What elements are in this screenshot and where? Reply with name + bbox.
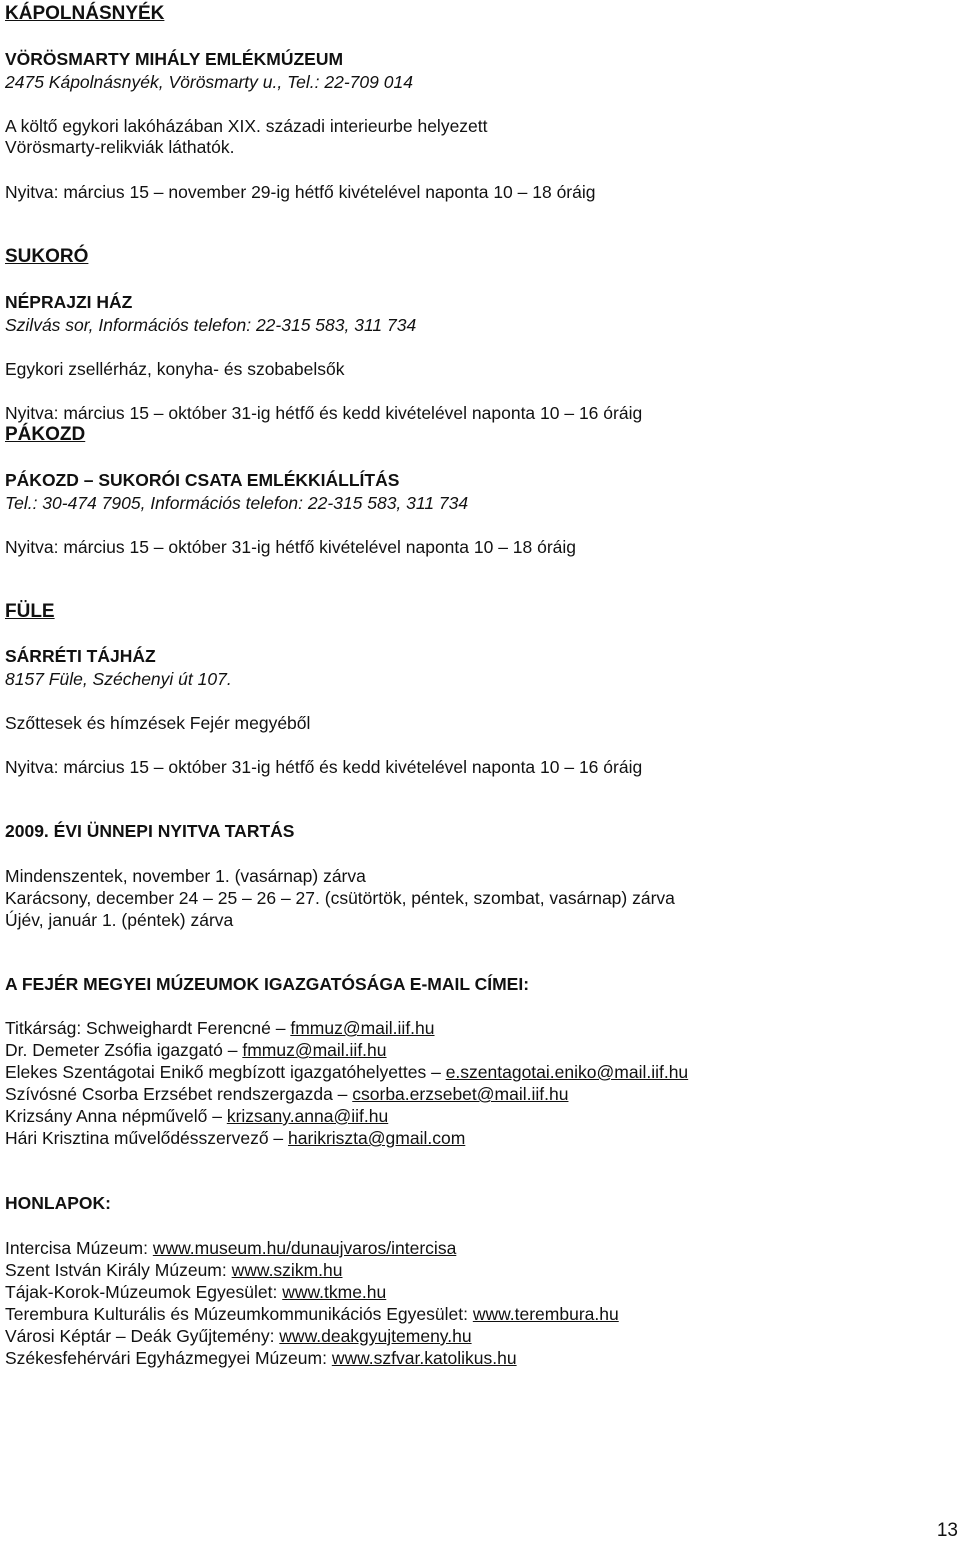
- opening-hours-kapolnasnyek: Nyitva: március 15 – november 29-ig hétfő kivételével naponta 10 – 18 óráig: [5, 182, 596, 202]
- website-row: [5, 1303, 619, 1325]
- email-link[interactable]: e.szentagotai.eniko@mail.iif.hu: [445, 1062, 689, 1082]
- town-heading-sukoro: SUKORÓ: [5, 246, 89, 267]
- museum-description-line1: A költő egykori lakóházában XIX. századi interieurbe helyezett: [5, 116, 488, 136]
- website-row: [5, 1259, 342, 1281]
- website-label: Tájak-Korok-Múzeumok Egyesület:: [5, 1282, 283, 1302]
- website-link[interactable]: www.deakgyujtemeny.hu: [279, 1326, 472, 1346]
- website-label: Intercisa Múzeum:: [5, 1238, 153, 1258]
- website-link[interactable]: www.tkme.hu: [282, 1282, 387, 1302]
- museum-description-line2: Vörösmarty-relikviák láthatók.: [5, 137, 235, 157]
- museum-address-sarreti: 8157 Füle, Széchenyi út 107.: [5, 669, 232, 689]
- email-row: [5, 1061, 688, 1083]
- museum-address-pakozd: Tel.: 30-474 7905, Információs telefon: 22-315 583, 311 734: [5, 493, 469, 513]
- website-link[interactable]: www.museum.hu/dunaujvaros/intercisa: [152, 1238, 457, 1258]
- website-label: Terembura Kulturális és Múzeumkommunikációs Egyesület:: [5, 1304, 473, 1324]
- museum-name-vorosmarty: VÖRÖSMARTY MIHÁLY EMLÉKMÚZEUM: [5, 49, 344, 69]
- email-row: [5, 1127, 465, 1149]
- museum-name-pakozd: PÁKOZD – SUKORÓI CSATA EMLÉKKIÁLLÍTÁS: [5, 470, 400, 490]
- email-link[interactable]: csorba.erzsebet@mail.iif.hu: [352, 1084, 569, 1104]
- email-contact-label: Dr. Demeter Zsófia igazgató –: [5, 1040, 243, 1060]
- holiday-line: Karácsony, december 24 – 25 – 26 – 27. (csütörtök, péntek, szombat, vasárnap) zárva: [5, 888, 675, 908]
- opening-hours-sukoro: Nyitva: március 15 – október 31-ig hétfő és kedd kivételével naponta 10 – 16 óráig: [5, 403, 643, 423]
- email-contact-label: Krizsány Anna népművelő –: [5, 1106, 227, 1126]
- email-link[interactable]: harikriszta@gmail.com: [288, 1128, 466, 1148]
- museum-description-neprajzi: Egykori zsellérház, konyha- és szobabelsők: [5, 359, 345, 379]
- holiday-hours-title: 2009. ÉVI ÜNNEPI NYITVA TARTÁS: [5, 821, 295, 841]
- town-heading-kapolnasnyek: KÁPOLNÁSNYÉK: [5, 3, 165, 24]
- holiday-line: Újév, január 1. (péntek) zárva: [5, 910, 234, 930]
- website-row: [5, 1237, 456, 1259]
- email-contact-label: Hári Krisztina művelődésszervező –: [5, 1128, 289, 1148]
- email-contact-label: Titkárság: Schweighardt Ferencné –: [5, 1018, 291, 1038]
- email-row: [5, 1083, 568, 1105]
- town-heading-fule: FÜLE: [5, 601, 55, 622]
- email-contact-label: Szívósné Csorba Erzsébet rendszergazda –: [5, 1084, 353, 1104]
- museum-address-vorosmarty: 2475 Kápolnásnyék, Vörösmarty u., Tel.: 22-709 014: [5, 72, 413, 92]
- website-label: Szent István Király Múzeum:: [5, 1260, 232, 1280]
- opening-hours-fule: Nyitva: március 15 – október 31-ig hétfő és kedd kivételével naponta 10 – 16 óráig: [5, 757, 643, 777]
- museum-description-sarreti: Szőttesek és hímzések Fejér megyéből: [5, 713, 311, 733]
- email-row: [5, 1105, 388, 1127]
- website-link[interactable]: www.terembura.hu: [472, 1304, 619, 1324]
- website-row: [5, 1325, 472, 1347]
- website-link[interactable]: www.szfvar.katolikus.hu: [331, 1348, 517, 1368]
- town-heading-pakozd: PÁKOZD: [5, 424, 86, 445]
- email-row: [5, 1017, 435, 1039]
- email-contact-label: Elekes Szentágotai Enikő megbízott igazgatóhelyettes –: [5, 1062, 446, 1082]
- website-row: [5, 1347, 517, 1369]
- museum-address-neprajzi: Szilvás sor, Információs telefon: 22-315 583, 311 734: [5, 315, 417, 335]
- website-label: Városi Képtár – Deák Gyűjtemény:: [5, 1326, 280, 1346]
- websites-section-title: HONLAPOK:: [5, 1193, 111, 1213]
- website-link[interactable]: www.szikm.hu: [231, 1260, 343, 1280]
- page-number: 13: [936, 1520, 958, 1541]
- email-row: [5, 1039, 387, 1061]
- email-link[interactable]: krizsany.anna@iif.hu: [226, 1106, 389, 1126]
- website-row: [5, 1281, 386, 1303]
- email-section-title: A FEJÉR MEGYEI MÚZEUMOK IGAZGATÓSÁGA E-MAIL CÍMEI:: [5, 974, 530, 994]
- holiday-line: Mindenszentek, november 1. (vasárnap) zárva: [5, 866, 366, 886]
- email-link[interactable]: fmmuz@mail.iif.hu: [242, 1040, 387, 1060]
- opening-hours-pakozd: Nyitva: március 15 – október 31-ig hétfő kivételével naponta 10 – 18 óráig: [5, 537, 577, 557]
- website-label: Székesfehérvári Egyházmegyei Múzeum:: [5, 1348, 332, 1368]
- museum-name-sarreti: SÁRRÉTI TÁJHÁZ: [5, 646, 156, 666]
- museum-name-neprajzi: NÉPRAJZI HÁZ: [5, 292, 133, 312]
- email-link[interactable]: fmmuz@mail.iif.hu: [290, 1018, 435, 1038]
